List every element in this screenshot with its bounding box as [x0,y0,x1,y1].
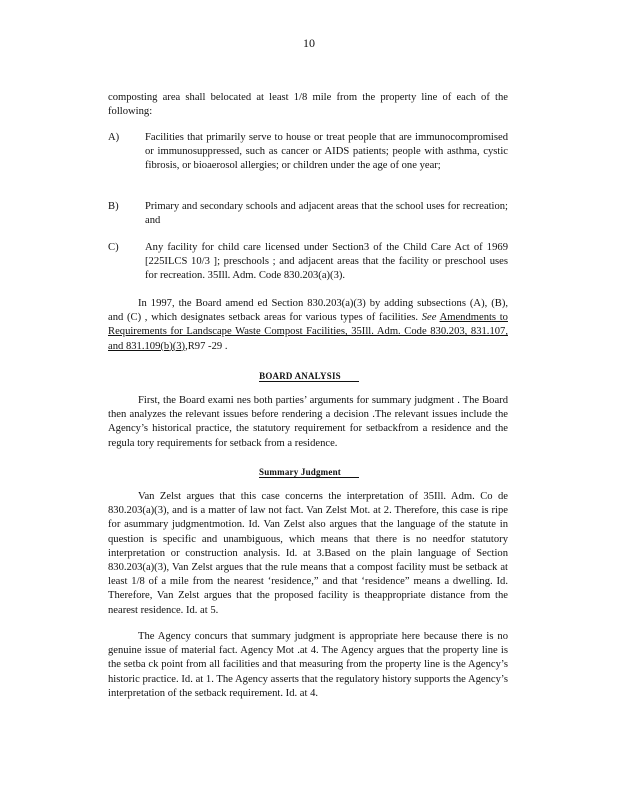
intro-paragraph [108,91,508,119]
board-analysis-heading: BOARD ANALYSIS [0,371,618,382]
page-number: 10 [303,36,315,50]
docket-number: ,R97 -29 . [185,340,228,352]
amendment-citation: Amendments to Requirements for Landscape Waste Compost Facilities, 35Ill. Adm. Code 830.203, 831.107, and 831.109(b)(3) [108,312,508,352]
list-text: Facilities that primarily serve to house or treat people that are immunocompromised or immunosuppressed, such as cancer or AIDS patients; people with asthma, cystic fibrosis, or bioaerosol allergies; or children under the age of one year; [145,132,508,172]
list-item-b [108,200,508,228]
list-label: B) [108,201,119,212]
agency-text: The Agency concurs that summary judgment is appropriate here because there is no genuine issue of material fact. Agency Mot .at 4. The Agency argues that the property line is the setba ck point from all facilities and that measuring from the property line is the Agency’s historic practice. Id. at 1. The Agency asserts that the regulatory history supports the Agency’s interpretation of the setback requirement. Id. at 4. [108,631,508,699]
see-signal: See [421,312,437,324]
analysis-paragraph [108,394,508,451]
van-zelst-text: Van Zelst argues that this case concerns the interpretation of 35Ill. Adm. Co de 830.203(a)(3), and is a matter of law not fact. Van Zelst Mot. at 2. Therefore, this case is ripe for asummary judgmentmotion. Id. Van Zelst also argues that the language of the statute in question is specific and unambiguous, which means that there is no needfor statutory interpretation or construction analysis. Id. at 3.Based on the plain language of Section 830.203(a)(3), Van Zelst argues that the rule means that a compost facility must be setback at least 1/8 of a mile from the nearest ‘residence,” and that ‘residence” means a dwelling. Id. Therefore, Van Zelst argues that the proposed facility is theappropriate distance from the nearest residence. Id. at 5. [108,491,508,616]
agency-paragraph [108,630,508,701]
list-label: C) [108,242,119,253]
van-zelst-paragraph [108,490,508,618]
amendment-paragraph [108,297,508,354]
list-text: Any facility for child care licensed under Section3 of the Child Care Act of 1969 [225ILCS 10/3 ]; preschools ; and adjacent areas that the facility or preschool uses for recreation. 35Ill. Adm. Code 830.203(a)(3). [145,242,508,282]
summary-judgment-heading: Summary Judgment [0,467,618,478]
list-item-c [108,241,508,284]
analysis-text: First, the Board exami nes both parties’ arguments for summary judgment . The Board then analyzes the relevant issues before rendering a decision .The relevant issues include the Agency’s historical practice, the statutory requirement for setbackfrom a residence and the regula tory requirements for setback from a residence. [108,395,508,449]
amendment-text: In 1997, the Board amend ed Section 830.203(a)(3) by adding subsections (A), (B), and (C) , which designates setback areas for various types of facilities. [108,298,508,324]
list-text: Primary and secondary schools and adjacent areas that the school uses for recreation; and [145,201,508,227]
list-item-a [108,131,508,174]
list-label: A) [108,132,120,143]
intro-text: composting area shall belocated at least 1/8 mile from the property line of each of the following: [108,92,508,118]
